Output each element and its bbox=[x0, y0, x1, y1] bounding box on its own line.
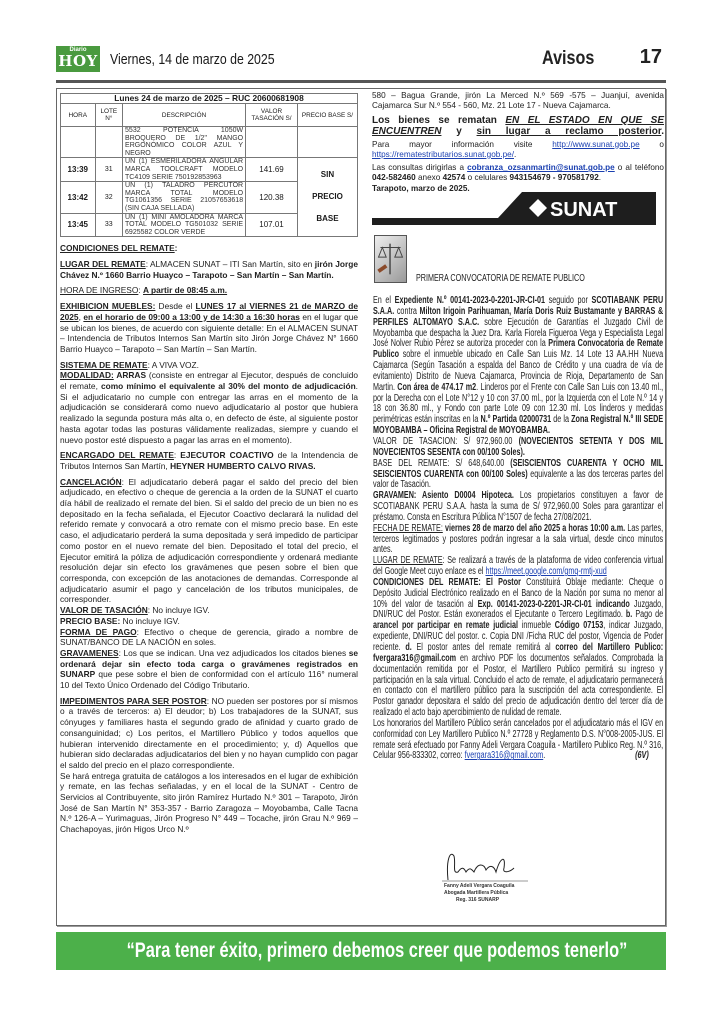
text-run: o al teléfono bbox=[614, 163, 664, 173]
text-run: : bbox=[174, 243, 178, 254]
cell-lote: 32 bbox=[95, 182, 122, 213]
quote-banner bbox=[56, 932, 666, 970]
text-run: sin lugar a reclamo posterior bbox=[476, 125, 662, 137]
cell-lote: 31 bbox=[95, 158, 122, 182]
text-run: HORA DE INGRESO bbox=[60, 285, 139, 296]
col-lote: LOTE N° bbox=[95, 104, 122, 127]
paragraph bbox=[373, 719, 663, 762]
text-run: que pese sobre el bien de conformidad con el artículo 116° numeral 10 del Texto Único Ordenado del Código Tributario. bbox=[60, 669, 358, 691]
text-run: sobre el inmueble ubicado en Calle San Luis Mz. 14 Lote 13 AA.HH Nueva Cajamarca (Según Tasación a espalda del Banco de Crédito y una cuadra de vía de evitamiento) Distrito de Nueva Cajamarca, Provincia de Rioja, Departamento de San Martin. bbox=[373, 349, 664, 393]
text-run: y bbox=[441, 125, 477, 137]
text-run: : Los que se indican. Una vez adjudicados los citados bienes bbox=[118, 647, 349, 658]
col-hora: HORA bbox=[61, 104, 96, 127]
logo-top-text: Diario bbox=[69, 47, 87, 53]
text-run: Código 07153 bbox=[554, 620, 604, 632]
paragraph bbox=[60, 243, 358, 254]
text-run: Juzgado, DNI/RUC del Postor. Están exonerados el Ejecutante o Tercero Legitimado. bbox=[373, 598, 664, 621]
paragraph bbox=[60, 605, 358, 616]
text-run: equivalente a las dos terceras partes del valor de Tasación. bbox=[373, 468, 664, 491]
text-run: 42574 bbox=[442, 173, 466, 183]
paragraph bbox=[60, 616, 358, 627]
paragraph bbox=[60, 360, 358, 371]
signature-reg: Reg. 316 SUNARP bbox=[456, 897, 500, 903]
text-run: de la Intendencia de Tributos Internos San Martín, bbox=[60, 450, 358, 471]
paragraph bbox=[373, 296, 663, 437]
cell-hora: 13:45 bbox=[61, 213, 96, 237]
text-run: Las consultas dirigirlas a bbox=[372, 163, 468, 173]
right-top-text bbox=[372, 91, 664, 197]
text-run: LUGAR DE REMATE bbox=[373, 555, 443, 567]
paragraph bbox=[372, 140, 664, 161]
banner-quote: “Para tener éxito, primero debemos creer que podemos tenerlo” bbox=[126, 939, 628, 962]
link[interactable]: fvergara316@gmail.com bbox=[464, 750, 544, 762]
cell-valor: 141.69 bbox=[246, 158, 298, 182]
issue-date: Viernes, 14 de marzo de 2025 bbox=[110, 51, 275, 68]
text-run: : A VIVA VOZ. bbox=[147, 359, 199, 370]
text-run: CONDICIONES DEL REMATE: El Postor bbox=[373, 576, 521, 588]
text-run: IMPEDIMENTOS PARA SER POSTOR bbox=[60, 695, 207, 706]
handwritten-signature-icon bbox=[440, 850, 530, 885]
cell-lote: 33 bbox=[95, 213, 122, 237]
cell-hora: 13:39 bbox=[61, 158, 96, 182]
cell-empty bbox=[246, 127, 298, 158]
text-run: EXHIBICION MUEBLES: bbox=[60, 301, 156, 312]
text-run: N.º Partida 02000731 bbox=[480, 414, 552, 426]
paragraph bbox=[373, 491, 663, 524]
text-run: . bbox=[543, 750, 546, 762]
text-run: Los honorarios del Martillero Público serán cancelados por el adjudicatario más el IGV en conformidad con Ley Martillero Publico N.º 27728 y Reglamento D.S. N°008-2005-JUS. El remate será efectuado por Fanny Adeli Vergara Coaguila - Martillero Publico Reg. N.º 316, Celular 956-833302, correo: bbox=[373, 717, 664, 762]
text-run: anexo bbox=[415, 173, 443, 183]
paragraph bbox=[372, 91, 664, 112]
text-run: contra bbox=[394, 305, 420, 317]
cell-desc: 5532 POTENCIA 1050W BROQUERO DE 1/2'' MANGO ERGONÓMICO COLOR AZUL Y NEGRO bbox=[123, 127, 246, 158]
sunat-logo-icon bbox=[372, 192, 656, 225]
text-run: d. bbox=[405, 642, 412, 653]
link[interactable]: cobranza_ozsanmartin@sunat.gob.pe bbox=[467, 163, 615, 173]
text-run: 580 – Bagua Grande, jirón La Merced N.º 569 -575 – Juanjuí, avenida Cajamarca Sur N.º 554 - 560, Mz. 21 Lote 17 - Nueva Cajamarca. bbox=[372, 91, 664, 111]
cell-empty bbox=[297, 127, 357, 158]
paragraph bbox=[60, 648, 358, 691]
precio-base-line: SIN bbox=[320, 170, 335, 180]
ad-code: (6V) bbox=[635, 750, 649, 762]
text-run: de la bbox=[551, 414, 572, 426]
text-run: A partir de 08:45 a.m. bbox=[143, 285, 228, 296]
text-run: No incluye IGV. bbox=[120, 615, 180, 626]
text-run: Constituirá Oblaje mediante: Cheque o Depósito Judicial Electrónico realizado en el Banco de la Nación por suma no menor al 10% del valor de tasación al bbox=[373, 576, 664, 610]
auction-conditions-text bbox=[60, 243, 358, 835]
convocatoria-title: PRIMERA CONVOCATORIA DE REMATE PUBLICO bbox=[416, 273, 585, 284]
text-run: (NOVECIENTOS SETENTA Y DOS MIL NOVECIENTOS SESENTA con 00/100 Soles). bbox=[373, 435, 664, 458]
section-title: Avisos bbox=[542, 48, 595, 69]
text-run: Los bienes se rematan bbox=[372, 114, 506, 126]
precio-base-line: PRECIO bbox=[312, 192, 343, 202]
paragraph bbox=[373, 524, 663, 557]
left-column bbox=[60, 93, 358, 835]
paragraph bbox=[372, 163, 664, 194]
cell-hora: 13:42 bbox=[61, 182, 96, 213]
text-run: . bbox=[598, 173, 602, 183]
text-run: . bbox=[514, 149, 517, 159]
text-run: : El adjudicatario deberá pagar el saldo del precio del bien adjudicado, en efectivo o cheque de gerencia a la orden de la SUNAT el cuarto día hábil de realizado el remate del bien. Si el saldo del precio de un bien no es depositado en la fecha señalada, el Ejecutor Coactivo declarará la nulidad del referido remate y convocará a otro remate con el mismo precio base. En este caso, el adjudicatario perderá la suma depositada y será impedido de participar como postor en el nuevo remate del bien. Depositado el total del precio, el Ejecutor emitirá la póliza de adjudicación correspondiente y ordenará mediante resolución dejar sin efecto los gravámenes que pesen sobre el bien que corresponda, con excepción de las anotaciones de demandas. Corresponde al adjudicatario asumir el pago y cancelación de los tributos municipales, de corresponder. bbox=[60, 476, 358, 605]
table-header-row bbox=[61, 104, 358, 127]
precio-base-line: BASE bbox=[316, 214, 339, 224]
cell-precio-base bbox=[297, 158, 357, 237]
text-run: GRAVAMENES bbox=[60, 647, 119, 658]
cell-desc: UN (1) MINI AMOLADORA MARCA TOTAL MODELO TG501032 SERIE 6925582 COLOR VERDE bbox=[123, 213, 246, 237]
diario-hoy-logo bbox=[56, 46, 100, 72]
text-run: Pago de bbox=[632, 609, 664, 621]
text-run: , bbox=[78, 311, 84, 322]
text-run: seguido por bbox=[545, 295, 592, 306]
paragraph bbox=[60, 450, 358, 471]
text-run: se ordenará dejar sin efecto toda carga o gravámenes registrados en SUNARP bbox=[60, 647, 358, 680]
text-run: sobre Ejecución de Garantías el Juzgado Civil de Moyobamba que despacha la Juez Dra. Karla Fiorela Figueroa Vega y Especialista Legal José Nolver Rubio Pérez se autoriza proceder con la bbox=[373, 316, 664, 350]
cell-desc: UN (1) ESMERILADORA ANGULAR MARCA TOOLCRAFT MODELO TC4109 SERIE 750192853963 bbox=[123, 158, 246, 182]
text-run: (SEISCIENTOS CUARENTA Y OCHO MIL SEISCIENTOS CUARENTA con 00/100 Soles) bbox=[373, 457, 664, 480]
text-run: BASE DEL REMATE: S/ 648,640.00 bbox=[373, 457, 511, 469]
paragraph bbox=[60, 301, 358, 355]
paragraph bbox=[60, 285, 358, 296]
text-run: . bbox=[661, 125, 664, 137]
paragraph bbox=[60, 477, 358, 605]
text-run: : Efectivo o cheque de gerencia, girado a nombre de SUNAT/BANCO DE LA NACIÓN en soles. bbox=[60, 626, 358, 648]
text-run: SISTEMA DE REMATE bbox=[60, 359, 148, 370]
paragraph bbox=[372, 115, 664, 137]
text-run: Las partes, terceros legitimados y postores podrán ingresar a la sala virtual, desde cinco minutos antes. bbox=[373, 522, 664, 556]
cell-empty bbox=[61, 127, 96, 158]
text-run: en el horario de 09:00 a 13:00 y de 14:30 a 16:30 horas bbox=[83, 311, 300, 322]
text-run: : NO pueden ser postores por sí mismos o a través de terceros: a) El deudor; b) Los trabajadores de la SUNAT, sus cónyuges y familiares hasta el segundo grado de afinidad y cuarto grado de consanguinidad; c) Los peritos, el Martillero Público y todos aquellos que hubieran intervenido directamente en el procedimiento; y, d) Aquellos que hubieran sido declaradas adjudicatarios del bien y no hayan cumplido con pagar el saldo del precio en el plazo correspondiente. bbox=[60, 695, 358, 770]
text-run: HEYNER HUMBERTO CALVO RIVAS. bbox=[170, 460, 316, 471]
signature-name: Fanny Adeli Vergara Coaguila bbox=[444, 883, 515, 889]
text-run: : ALMACEN SUNAT – ITI San Martín, sito en bbox=[145, 259, 315, 270]
text-run: Con área de 474.17 m2 bbox=[397, 381, 477, 393]
link[interactable]: https://meet.google.com/gmq-rmtj-xud bbox=[485, 566, 607, 578]
text-run: 943154679 - 970581792 bbox=[509, 173, 599, 183]
text-run: VALOR DE TASACIÓN bbox=[60, 605, 148, 616]
text-run: 042-582460 bbox=[372, 173, 416, 183]
table-row bbox=[61, 127, 358, 158]
text-run: MODALIDAD: bbox=[60, 370, 114, 381]
text-run: PRECIO BASE: bbox=[60, 615, 121, 626]
text-run: correo del Martillero Publico: fvergara316@gmail.com bbox=[373, 642, 664, 664]
text-run: Expediente N.º 00141-2023-0-2201-JR-CI-01 bbox=[394, 295, 546, 306]
text-run: LUGAR DEL REMATE bbox=[60, 259, 146, 270]
text-run: (consiste en entregar al Ejecutor, después de concluido el remate, bbox=[60, 370, 358, 392]
text-run: CANCELACIÓN bbox=[60, 476, 122, 487]
signature-title: Abogada Martillera Pública bbox=[444, 890, 509, 896]
text-run: CONDICIONES DEL REMATE bbox=[60, 243, 175, 254]
text-run: LUNES 17 al VIERNES 21 de MARZO de 2025 bbox=[60, 301, 358, 322]
text-run: Tarapoto, marzo de 2025. bbox=[372, 183, 470, 193]
text-run: FORMA DE PAGO bbox=[60, 626, 137, 637]
paragraph bbox=[373, 556, 663, 578]
paragraph bbox=[60, 627, 358, 648]
col-descripcion: DESCRIPCIÓN bbox=[123, 104, 246, 127]
sunat-logo-text: SUNAT bbox=[550, 199, 618, 221]
table-row bbox=[61, 158, 358, 182]
text-run: FECHA DE REMATE: bbox=[373, 522, 443, 534]
text-run: Exp. 00141-2023-0-2201-JR-CI-01 indicando bbox=[477, 598, 630, 610]
text-run: inmueble bbox=[518, 620, 555, 632]
paragraph bbox=[373, 459, 663, 492]
text-run: : bbox=[173, 450, 181, 461]
text-run: Se hará entrega gratuita de catálogos a los interesados en el lugar de exhibición y remate, en las fechas señaladas, y en el local de la SUNAT - Centro de Servicios al Contribuyente, sito jirón Ramírez Hurtado N.º 301 – Tarapoto, Jirón José de San Martín N° 353-357 - Barrio Zaragoza – Moyobamba, Calle Tacna N.º 126-A – Yurimaguas, Jirón Progreso N° 449 – Tocache, jirón Grau N.º 969 – Chachapoyas, jirón Higos Urco N.º bbox=[60, 770, 358, 835]
text-run: Milton Irigoin Parihuaman, María Doris Ruiz Bustamante y BARRAS & PERFILES ALTOMAYO S.A.C. bbox=[373, 305, 664, 328]
auction-lots-table bbox=[60, 93, 358, 237]
text-run: o celulares bbox=[465, 173, 510, 183]
text-run: Primera Convocatoria de Remate Publico bbox=[373, 338, 664, 361]
header-rule bbox=[56, 80, 666, 83]
text-run: b. bbox=[625, 609, 633, 621]
justice-scales-icon bbox=[374, 235, 407, 283]
text-run: VALOR DE TASACION: S/ 972,960.00 bbox=[373, 435, 519, 447]
text-run: : No incluye IGV. bbox=[147, 605, 210, 616]
paragraph bbox=[60, 696, 358, 771]
text-run: El postor antes del remate remitirá al bbox=[411, 642, 556, 653]
text-run: ARRAS bbox=[113, 370, 147, 381]
text-run: en el lugar que se ubican los bienes, de acuerdo con siguiente detalle: En el ALMACEN SUNAT – Intendencia de Tributos Internos San Martín sito Jirón Jorge Chávez N° 1660 Barrio Huayco – Tarapoto – San Martín – San Martín. bbox=[60, 311, 359, 354]
text-run: ENCARGADO DEL REMATE bbox=[60, 450, 174, 461]
text-run: . Si el adjudicatario no cumple con entregar las arras en el momento de la adjudicación se considerará como nuevo adjudicatario al postor que hubiera realizado la segunda postura más alta o, en defecto de éste, al siguiente postor hasta agotar todas las posturas válidamente realizadas, siempre y cuando el nuevo postor esté dispuesto a pagar las arras en el momento). bbox=[60, 381, 358, 445]
text-run: Para mayor información visite bbox=[372, 139, 553, 149]
paragraph bbox=[373, 578, 663, 719]
text-run: : Se realizará a través de la plataforma de video conferencia virtual del Google Meet cuyo enlace es el bbox=[373, 555, 664, 578]
paragraph bbox=[60, 259, 358, 280]
text-run: : bbox=[138, 285, 143, 296]
col-valor: VALOR TASACIÓN S/ bbox=[246, 104, 298, 127]
link[interactable]: https://rematestributarios.sunat.gob.pe/ bbox=[372, 149, 514, 159]
text-run: Los propietarios constituyen a favor de SCOTIABANK PERU S.A.A. hasta la suma de S/ 972,960.00 Soles para garantizar el préstamo. Consta en Escritura Pública N°1507 de fecha 27/08/2021. bbox=[373, 490, 664, 523]
paragraph bbox=[60, 771, 358, 835]
text-run: EJECUTOR COACTIVO bbox=[180, 450, 274, 461]
text-run: viernes 28 de marzo del año 2025 a horas 10:00 a.m. bbox=[442, 522, 626, 534]
text-run: EN EL ESTADO EN QUE SE ENCUENTREN bbox=[372, 114, 664, 137]
cell-valor: 107.01 bbox=[246, 213, 298, 237]
sunat-banner bbox=[372, 192, 656, 225]
page-number: 17 bbox=[639, 46, 662, 68]
text-run: Zona Registral N.º III SEDE MOYOBAMBA – Oficina Registral de MOYOBAMBA. bbox=[373, 414, 664, 437]
link[interactable]: http://www.sunat.gob.pe bbox=[552, 139, 640, 149]
text-run: En el bbox=[373, 295, 395, 306]
cell-valor: 120.38 bbox=[246, 182, 298, 213]
text-run: jirón Jorge Chávez N.º 1660 Barrio Huayco – Tarapoto – San Martín – San Martín. bbox=[60, 259, 358, 280]
text-run: como mínimo el equivalente al 30% del monto de adjudicación bbox=[101, 381, 356, 392]
remate-judicial-text bbox=[373, 296, 663, 762]
logo-main-text: HOY bbox=[58, 52, 98, 70]
text-run: o bbox=[639, 139, 664, 149]
text-run: , indicar Juzgado, expediente, DNI/RUC del postor. c. Copia DNI /Ficha RUC del postor, Vigencia de Poder reciente. bbox=[373, 620, 664, 653]
text-run: Desde el bbox=[155, 301, 196, 312]
cell-empty bbox=[95, 127, 122, 158]
paragraph bbox=[373, 437, 663, 459]
paragraph bbox=[60, 370, 358, 445]
page-header bbox=[56, 44, 666, 74]
text-run: en archivo PDF los documentos señalados. Comprobada la documentación remitida por el Postor, el Martillero Publico permitirá su ingreso y participación en la sala virtual. Concluido el acto de remate, el adjudicatario permanecerá en contacto con el martillero público para la suscripción del acta correspondiente. El Postor ganador depositara el saldo del precio de adjudicación dentro del tercer día de realizado el acto bajo apercibimiento de nulidad de remate. bbox=[373, 652, 664, 719]
signature-block bbox=[440, 850, 530, 905]
text-run: . Linderos por el Frente con Calle San Luis con 13.40 ml., por la Derecha con el Lote N°12 y 10 con 37.00 ml., por la Izquierda con el Lote N.º 14 y 18 con 36.80 ml., y Fondo con parte Lote 09 con 12.30 ml. Los linderos y medidas perimétricas están inscritas en la bbox=[373, 381, 664, 426]
table-title: Lunes 24 de marzo de 2025 – RUC 20600681908 bbox=[61, 94, 358, 104]
text-run: arancel por participar en remate judicial bbox=[373, 620, 519, 632]
text-run: GRAVAMEN: Asiento D0004 Hipoteca. bbox=[373, 490, 514, 502]
col-precio-base: PRECIO BASE S/ bbox=[297, 104, 357, 127]
cell-desc: UN (1) TALADRO PERCUTOR MARCA TOTAL MODELO TG1061356 SERIE 21057653618 (SIN CAJA SELLADA) bbox=[123, 182, 246, 213]
text-run: SCOTIABANK PERU S.A.A. bbox=[373, 295, 664, 317]
